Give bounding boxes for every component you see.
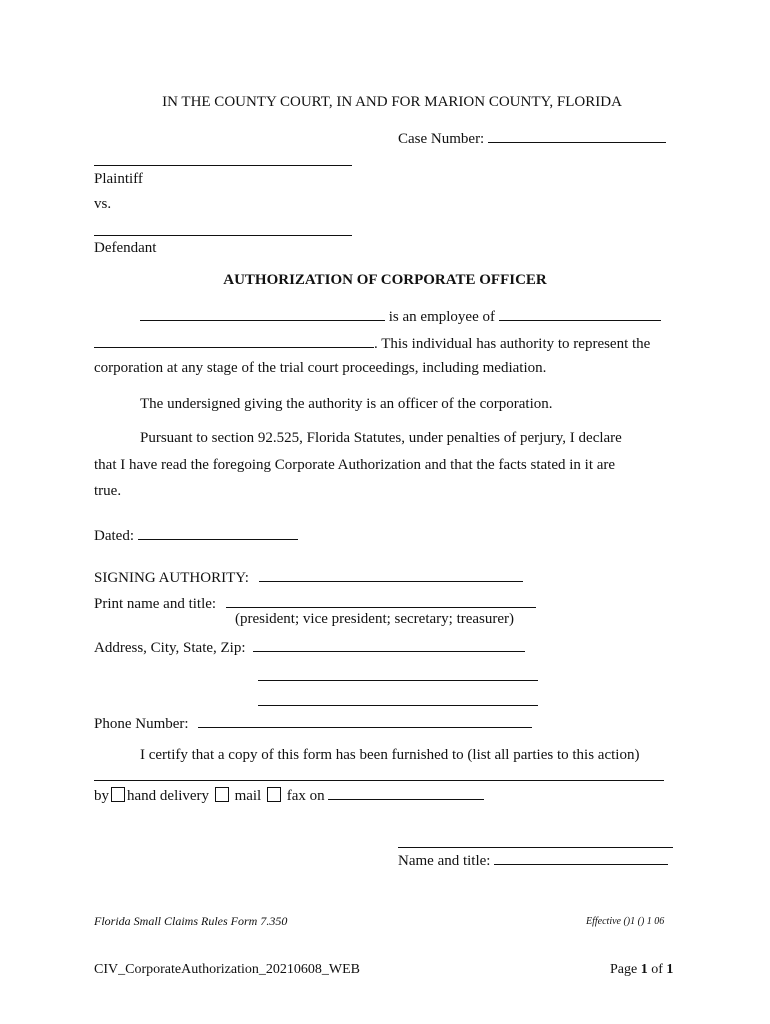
page-total: 1 [666,962,674,977]
mail-label: mail [234,788,262,804]
case-number-field[interactable] [488,128,666,143]
address-field-1[interactable] [253,637,525,652]
form-label: Florida Small Claims Rules Form 7.350 [94,914,288,928]
name-title-label: Name and title: [398,853,491,869]
phone-row [94,713,532,733]
para1-line1 [140,306,661,326]
hand-delivery-checkbox[interactable] [111,787,125,802]
dated-label: Dated: [94,528,134,544]
defendant-line[interactable] [94,235,352,236]
address-label: Address, City, State, Zip: [94,640,246,656]
signing-authority-label: SIGNING AUTHORITY: [94,570,249,586]
plaintiff-line[interactable] [94,165,352,166]
print-name-row [94,593,536,613]
case-number-label: Case Number: [398,131,485,147]
case-number-row [398,128,666,148]
page-of: of [651,962,663,977]
defendant-label: Defendant [94,240,157,256]
mail-checkbox[interactable] [215,787,229,802]
titles-hint: (president; vice president; secretary; treasurer) [235,611,515,627]
page-prefix: Page [610,962,638,977]
effective-label: Effective ()1 () 1 06 [586,916,665,927]
para1-part3: corporation at any stage of the trial court proceedings, including mediation. [94,360,547,376]
para1-part1: is an employee of [388,309,495,325]
page-current: 1 [640,962,648,977]
signature-line[interactable] [398,847,673,848]
corporation-name-field-1[interactable] [499,306,661,321]
page-indicator [610,962,673,978]
phone-label: Phone Number: [94,716,189,732]
print-name-label: Print name and title: [94,596,217,612]
para3-line3: true. [94,483,122,499]
name-title-field[interactable] [494,850,668,865]
delivery-row [94,785,484,805]
para2: The undersigned giving the authority is an officer of the corporation. [140,396,553,412]
para1-line2 [94,333,650,353]
signing-authority-row [94,567,523,587]
fax-checkbox[interactable] [267,787,281,802]
fax-label: fax on [286,788,325,804]
print-name-field[interactable] [226,593,536,608]
certify-text: I certify that a copy of this form has been furnished to (list all parties to this action) [140,747,640,763]
phone-field[interactable] [198,713,532,728]
dated-row [94,525,298,545]
court-heading: IN THE COUNTY COURT, IN AND FOR MARION COUNTY, FLORIDA [162,94,622,110]
corporation-name-field-2[interactable] [94,333,374,348]
para3-line2: that I have read the foregoing Corporate Authorization and that the facts stated in it are [94,457,616,473]
parties-field[interactable] [94,780,664,781]
signing-authority-field[interactable] [259,567,523,582]
address-field-3[interactable] [258,705,538,706]
dated-field[interactable] [138,525,298,540]
document-title: AUTHORIZATION OF CORPORATE OFFICER [223,272,547,288]
address-field-2[interactable] [258,680,538,681]
para3-line1: Pursuant to section 92.525, Florida Statutes, under penalties of perjury, I declare [140,430,622,446]
footer-filename: CIV_CorporateAuthorization_20210608_WEB [94,962,360,977]
plaintiff-label: Plaintiff [94,171,143,187]
hand-delivery-label: hand delivery [127,788,210,804]
fax-date-field[interactable] [328,785,484,800]
name-title-row [398,850,668,870]
address-row [94,637,525,657]
by-label: by [94,788,109,804]
para1-part2: . This individual has authority to represent the [374,336,651,352]
employee-name-field[interactable] [140,306,385,321]
vs-label: vs. [94,196,112,212]
